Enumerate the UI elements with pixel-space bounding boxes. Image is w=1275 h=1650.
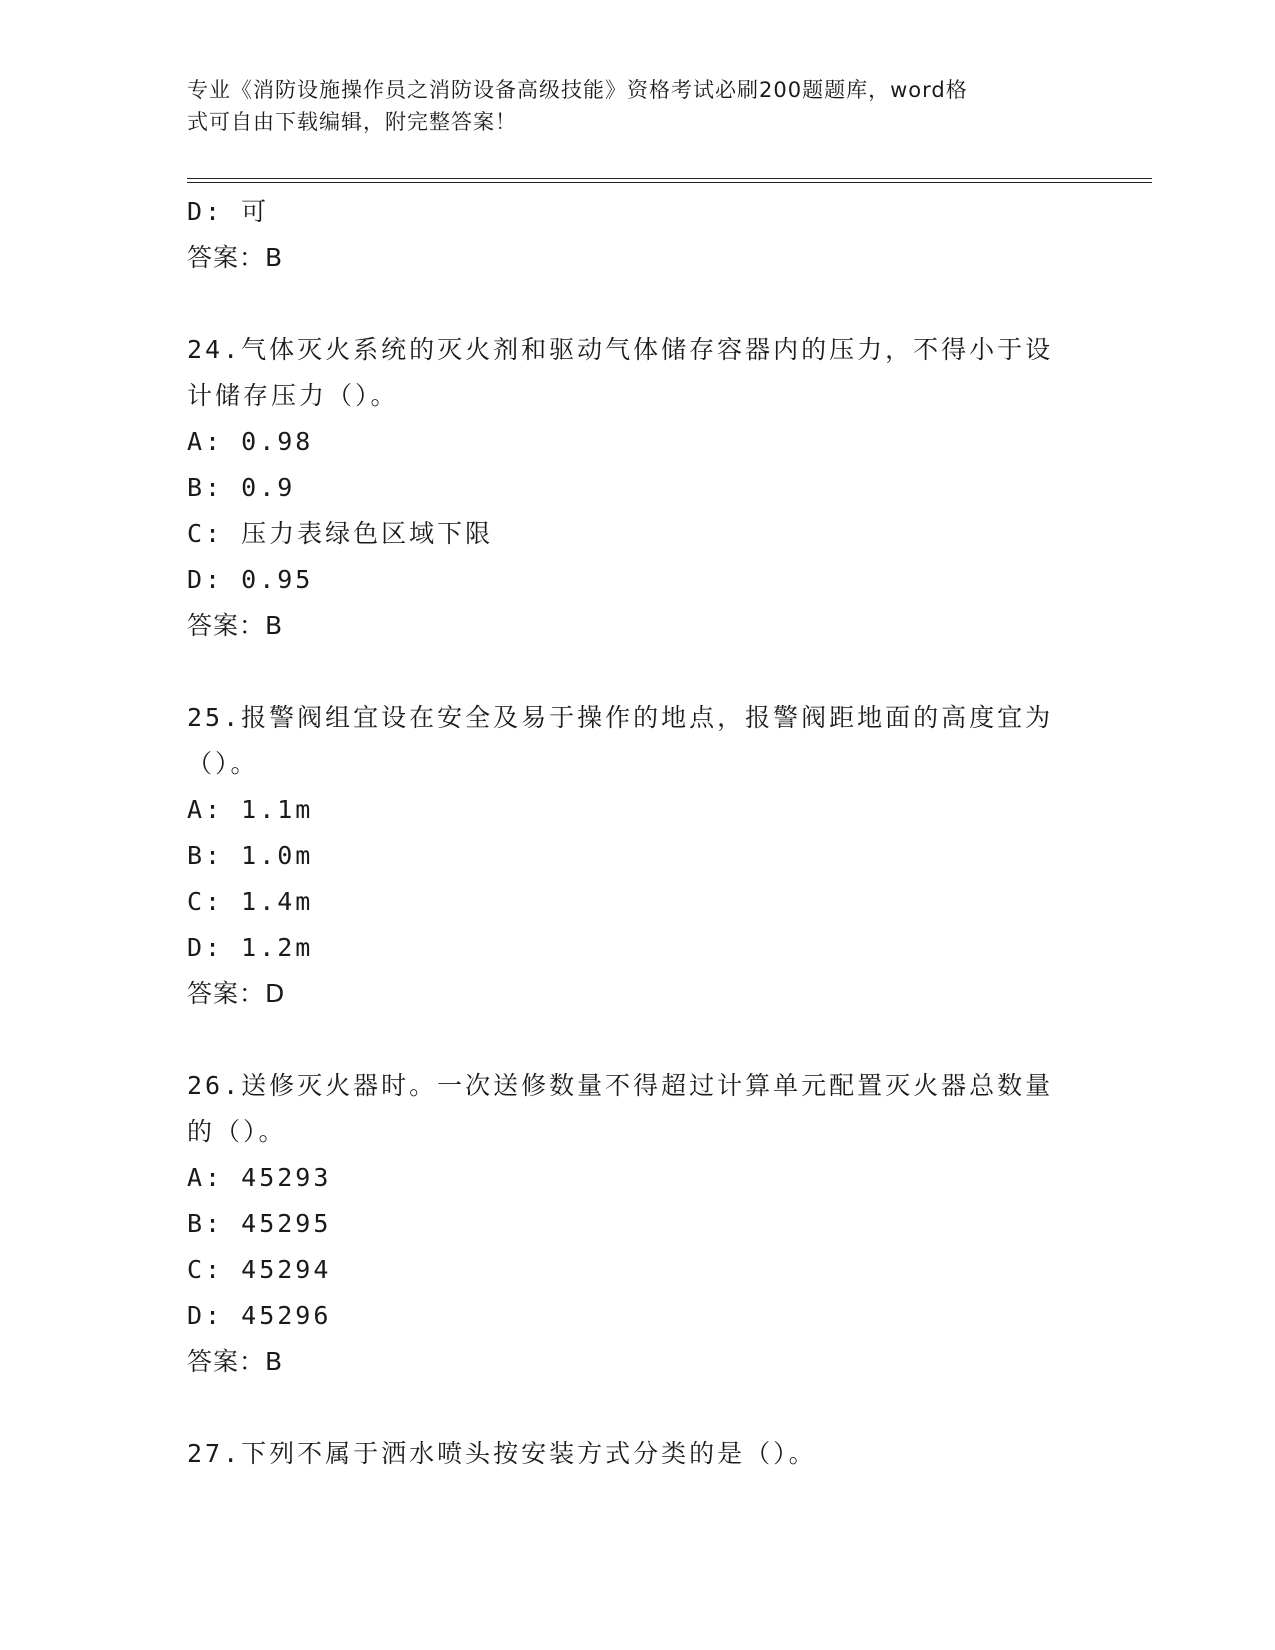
document-header (187, 74, 1077, 138)
answer-line: 答案：B (187, 1347, 284, 1376)
option-d: D: 45296 (187, 1301, 332, 1330)
answer-line: 答案：D (187, 979, 286, 1008)
option-a: A: 1.1m (187, 795, 314, 824)
option-a: A: 45293 (187, 1163, 332, 1192)
header-line-2: 式可自由下载编辑，附完整答案！ (187, 110, 517, 134)
answer-line: 答案：B (187, 611, 284, 640)
header-line-1: 专业《消防设施操作员之消防设备高级技能》资格考试必刷200题题库，word格 (187, 78, 968, 102)
option-d: D: 0.95 (187, 565, 314, 594)
answer-line: 答案：B (187, 243, 284, 272)
option-c: C: 1.4m (187, 887, 314, 916)
option-d: D: 可 (187, 197, 270, 226)
question-24 (187, 327, 1087, 649)
option-a: A: 0.98 (187, 427, 314, 456)
question-27 (187, 1431, 1087, 1477)
option-d: D: 1.2m (187, 933, 314, 962)
question-text-line-1: 25.报警阀组宜设在安全及易于操作的地点，报警阀距地面的高度宜为 (187, 703, 1054, 732)
question-26 (187, 1063, 1087, 1385)
question-text-line-2: （）。 (187, 749, 259, 778)
option-c: C: 45294 (187, 1255, 332, 1284)
header-divider (187, 178, 1152, 183)
option-c: C: 压力表绿色区域下限 (187, 519, 494, 548)
option-b: B: 0.9 (187, 473, 296, 502)
question-text-line-2: 的（）。 (187, 1117, 287, 1146)
option-b: B: 45295 (187, 1209, 332, 1238)
option-b: B: 1.0m (187, 841, 314, 870)
question-content (187, 189, 1087, 1477)
question-text-line-1: 26.送修灭火器时。一次送修数量不得超过计算单元配置灭火器总数量 (187, 1071, 1054, 1100)
question-text-line-1: 24.气体灭火系统的灭火剂和驱动气体储存容器内的压力，不得小于设 (187, 335, 1054, 364)
question-text-line-2: 计储存压力（）。 (187, 381, 399, 410)
question-25 (187, 695, 1087, 1017)
previous-question-tail (187, 189, 1087, 281)
question-text-line-1: 27.下列不属于洒水喷头按安装方式分类的是（）。 (187, 1439, 817, 1468)
